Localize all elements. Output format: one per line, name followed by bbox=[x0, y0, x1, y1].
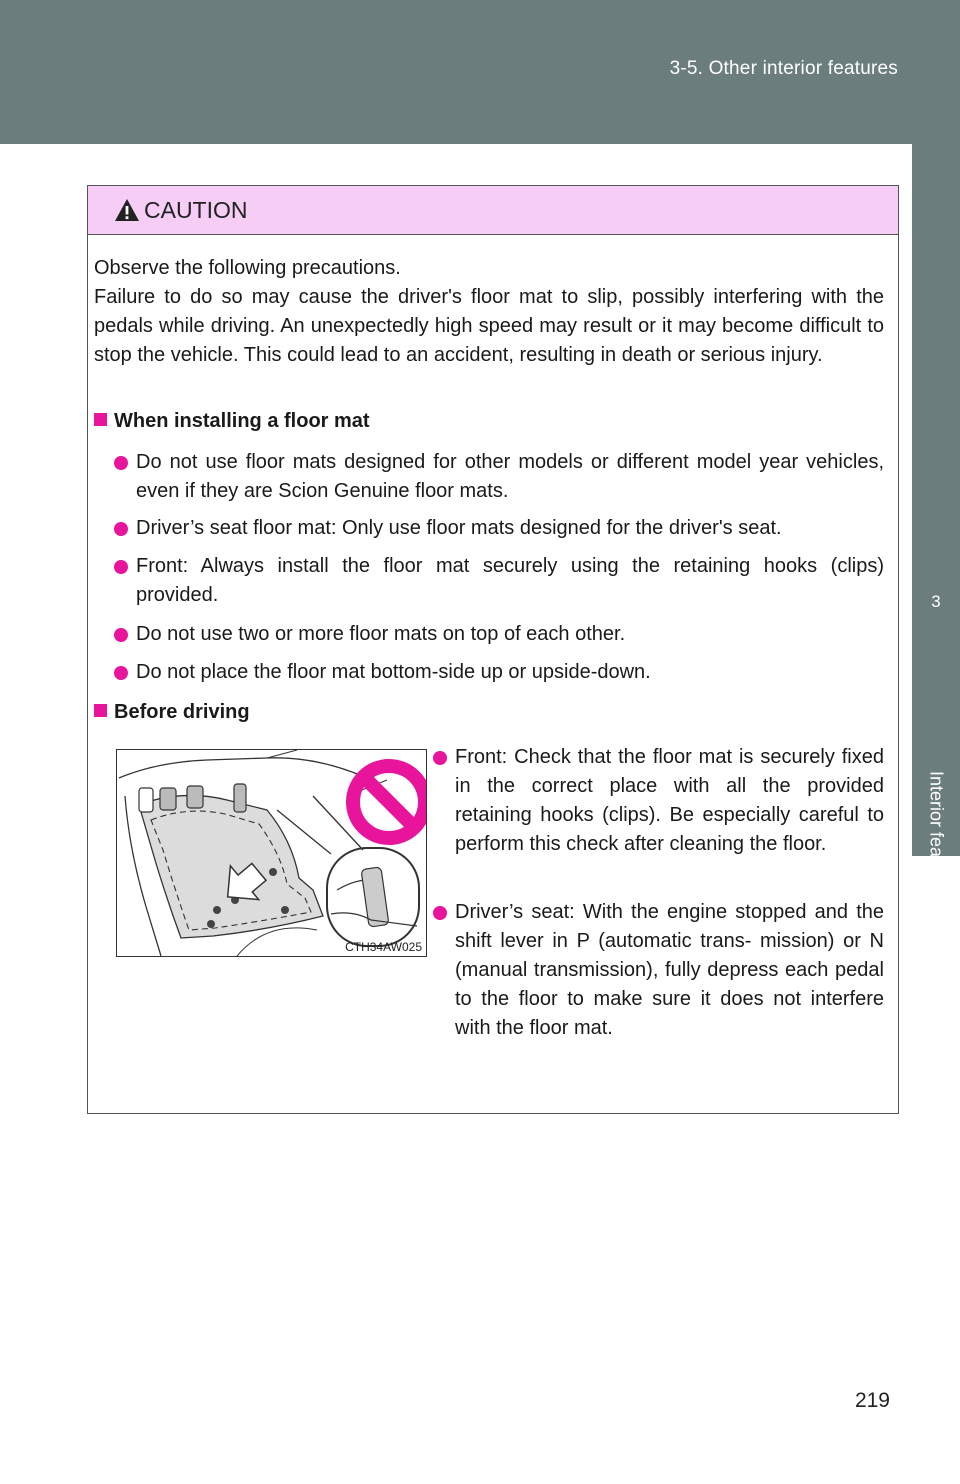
bullet-dot-icon bbox=[433, 906, 447, 920]
caution-header bbox=[88, 186, 898, 235]
list-item: Do not use floor mats designed for other models or different model year vehicles, even if they are Scion Genuine floor mats. bbox=[114, 448, 884, 506]
bullet-dot-icon bbox=[114, 456, 128, 470]
chapter-tab bbox=[912, 144, 960, 898]
chapter-label: Interior features bbox=[926, 770, 947, 898]
chapter-number: 3 bbox=[931, 592, 941, 611]
bullet-dot-icon bbox=[114, 628, 128, 642]
image-code: CTH34AW025 bbox=[345, 940, 422, 954]
section-title: 3-5. Other interior features bbox=[669, 58, 898, 79]
list-item: Front: Always install the floor mat securely using the retaining hooks (clips) provided. bbox=[114, 552, 884, 610]
warning-icon bbox=[114, 198, 140, 222]
page-number: 219 bbox=[854, 1389, 890, 1412]
bullet-dot-icon bbox=[433, 751, 447, 765]
square-bullet-icon bbox=[94, 413, 107, 426]
caution-title: CAUTION bbox=[144, 197, 248, 223]
square-bullet-icon bbox=[94, 704, 107, 717]
intro-line-2: Failure to do so may cause the driver's floor mat to slip, possibly interfering with the pedals while driving. An unexpectedly high speed may result or it may become difficult to stop the vehicle. This could lead to an accident, resulting in death or serious injury. bbox=[94, 286, 884, 366]
intro-line-1: Observe the following precautions. bbox=[94, 257, 401, 279]
list-item: Do not use two or more floor mats on top of each other. bbox=[114, 620, 884, 649]
list-item: Driver’s seat: With the engine stopped and the shift lever in P (automatic trans- mission) or N (manual transmission), fully depress each pedal to the floor to make sure it does not interfere with the floor mat. bbox=[433, 898, 884, 1043]
section-heading-installing: When installing a floor mat bbox=[94, 407, 370, 436]
section-heading-before-driving: Before driving bbox=[94, 698, 250, 727]
caution-intro bbox=[94, 254, 884, 370]
bullet-dot-icon bbox=[114, 522, 128, 536]
floor-mat-illustration bbox=[116, 749, 427, 957]
caution-box bbox=[87, 185, 899, 1114]
list-item: Do not place the floor mat bottom-side up or upside-down. bbox=[114, 658, 884, 687]
floor-mat-drawing bbox=[117, 750, 426, 956]
bullet-dot-icon bbox=[114, 560, 128, 574]
header-band bbox=[0, 0, 960, 144]
list-item: Front: Check that the floor mat is securely fixed in the correct place with all the provided retaining hooks (clips). Be especially careful to perform this check after cleaning the floor. bbox=[433, 743, 884, 859]
list-item: Driver’s seat floor mat: Only use floor mats designed for the driver's seat. bbox=[114, 514, 884, 543]
bullet-dot-icon bbox=[114, 666, 128, 680]
